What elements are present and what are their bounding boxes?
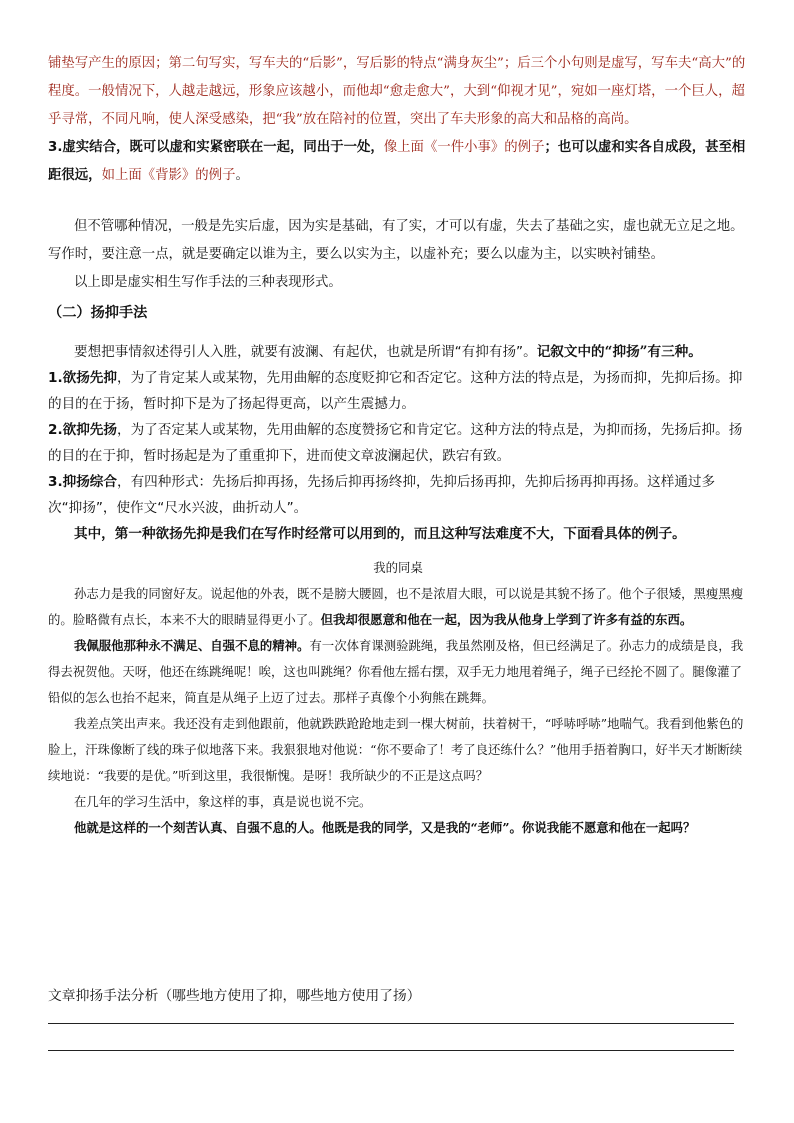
item-1-label: 1.欲扬先抑 xyxy=(48,370,117,386)
point-3-text-b: ；也可以虚和实各自成段，甚至相距很远， xyxy=(48,140,746,183)
section-heading-yangyi xyxy=(48,302,748,322)
intro-text: 要想把事情叙述得引人入胜，就要有波澜、有起伏，也就是所谓“有抑有扬”。 xyxy=(74,344,537,360)
summary-paragraph: 以上即是虚实相生写作手法的三种表现形式。 xyxy=(74,275,342,290)
order-paragraph: 但不管哪种情况，一般是先实后虚，因为实是基础，有了实，才可以有虚，失去了基础之实，虚也就无立足之地。写作时，要注意一点，就是要确定以谁为主，要么以实为主，以虚补充；要么以虚为主，以实映衬铺垫。 xyxy=(48,219,744,262)
story-paragraph-1 xyxy=(48,581,748,633)
story-p1-emphasis: 但我却很愿意和他在一起，因为我从他身上学到了许多有益的东西。 xyxy=(320,612,693,627)
yangyi-item-3 xyxy=(48,469,748,521)
yangyi-item-2 xyxy=(48,417,748,469)
answer-line-1[interactable] xyxy=(48,1023,734,1024)
story-paragraph-3: 我差点笑出声来。我还没有走到他跟前，他就跌跌跄跄地走到一棵大树前，扶着树干，“呼哧呼哧”地喘气。我看到他紫色的脸上，汗珠像断了线的珠子似地落下来。我狠狠地对他说：“你不要命了！考了良还练什么？”他用手捂着胸口，好半天才断断续续地说：“我要的是优。”听到这里，我很惭愧。是呀！我所缺少的不正是这点吗？ xyxy=(48,716,744,783)
item-1-text: ，为了肯定某人或某物，先用曲解的态度贬抑它和否定它。这种方法的特点是，为扬而抑，先抑后扬。抑的目的在于扬，暂时抑下是为了扬起得更高，以产生震撼力。 xyxy=(48,370,743,412)
point-3-end: 。 xyxy=(235,168,249,183)
story-p2-emphasis: 我佩服他那种永不满足、自强不息的精神。 xyxy=(74,638,310,653)
combination-point-3 xyxy=(48,134,748,190)
answer-line-2[interactable] xyxy=(48,1050,734,1051)
item-3-text: ，有四种形式：先扬后抑再扬，先扬后抑再扬终抑，先抑后扬再抑，先抑后扬再抑再扬。这样通过多次“抑扬”，使作文“尺水兴波，曲折动人”。 xyxy=(48,474,716,516)
story-paragraph-2 xyxy=(48,633,748,711)
story-title: 我的同桌 xyxy=(373,560,423,575)
item-2-label: 2.欲抑先扬 xyxy=(48,422,117,438)
story-p2-text: 有一次体育课测验跳绳，我虽然刚及格，但已经满足了。孙志力的成绩是良，我得去祝贺他。天呀，他还在练跳绳呢！唉，这也叫跳绳？你看他左摇右摆，双手无力地甩着绳子，绳子已经抡不圆了。腿像灌了铅似的怎么也抬不起来，简直是从绳子上迈了过去。那样子真像个小狗熊在跳舞。 xyxy=(48,638,744,705)
point-3-example-a: 像上面《一件小事》的例子 xyxy=(383,140,545,155)
beiying-analysis-paragraph: 铺垫写产生的原因；第二句写实，写车夫的“后影”，写后影的特点“满身灰尘”；后三个小句则是虚写，写车夫“高大”的程度。一般情况下，人越走越远，形象应该越小，而他却“愈走愈大”，大到“仰视才见”，宛如一座灯塔，一个巨人，超乎寻常，不同凡响，使人深受感染，把“我”放在陪衬的位置，突出了车夫形象的高大和品格的高尚。 xyxy=(48,56,746,127)
example-story xyxy=(48,555,748,841)
item-3-label: 3.抑扬综合 xyxy=(48,474,117,490)
example-note: 其中，第一种欲扬先抑是我们在写作时经常可以用到的，而且这种写法难度不大，下面看具体的例子。 xyxy=(74,526,686,542)
item-2-text: ，为了否定某人或某物，先用曲解的态度赞扬它和肯定它。这种方法的特点是，为抑而扬，先扬后抑。扬的目的在于抑，暂时扬起是为了重重抑下，进而使文章波澜起伏，跌宕有致。 xyxy=(48,422,743,464)
story-paragraph-4: 在几年的学习生活中，象这样的事，真是说也说不完。 xyxy=(74,794,372,809)
intro-emphasis: 记叙文中的“抑扬”有三种。 xyxy=(536,344,702,360)
story-paragraph-5: 他就是这样的一个刻苦认真、自强不息的人。他既是我的同学，又是我的“老师”。你说我能不愿意和他在一起吗？ xyxy=(74,820,696,835)
section-virtual-real xyxy=(48,50,748,190)
point-3-example-b: 如上面《背影》的例子 xyxy=(101,168,236,183)
point-3-text-a: 3.虚实结合，既可以虚和实紧密联在一起，同出于一处， xyxy=(48,140,384,155)
section-title: （二）扬抑手法 xyxy=(48,305,148,321)
task-prompt: 文章抑扬手法分析（哪些地方使用了抑，哪些地方使用了扬） xyxy=(48,988,421,1004)
section-virtual-real-summary xyxy=(48,213,748,297)
story-p1-text: 孙志力是我的同窗好友。说起他的外表，既不是膀大腰圆，也不是浓眉大眼，可以说是其貌不扬了。他个子很矮，黑瘦黑瘦的。脸略微有点长，本来不大的眼睛显得更小了。 xyxy=(48,586,744,627)
section-yangyi-body xyxy=(48,339,748,547)
yangyi-intro xyxy=(48,339,748,365)
yangyi-item-1 xyxy=(48,365,748,417)
analysis-task xyxy=(48,984,748,1004)
